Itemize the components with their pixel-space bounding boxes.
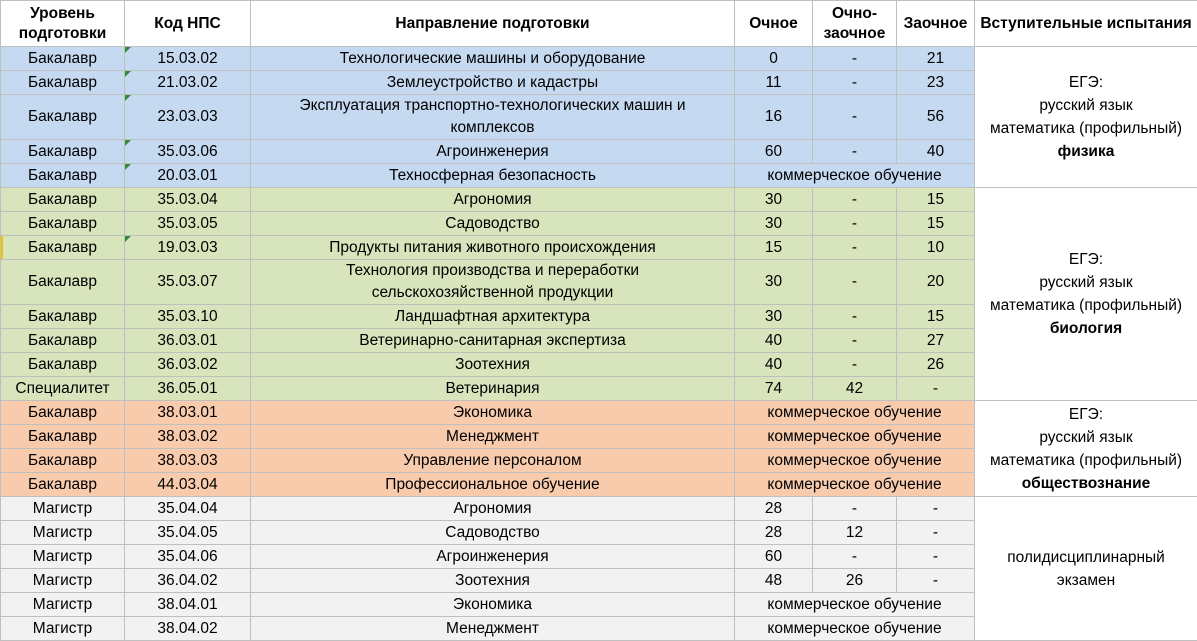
cell-parttime: 15 [897,305,975,329]
cell-direction: Менеджмент [251,617,735,641]
table-row [1,497,1197,521]
header-code: Код НПС [125,1,251,47]
cell-code: 38.03.01 [125,401,251,425]
cell-fulltime: 60 [735,140,813,164]
cell-code: 35.03.10 [125,305,251,329]
cell-mixed: - [813,212,897,236]
cell-fulltime: 11 [735,71,813,95]
cell-direction: Профессиональное обучение [251,473,735,497]
table-row [1,401,1197,425]
cell-commercial: коммерческое обучение [735,425,975,449]
cell-mixed: - [813,71,897,95]
cell-level: Бакалавр [1,236,125,260]
cell-direction: Садоводство [251,521,735,545]
cell-level: Магистр [1,593,125,617]
cell-direction: Управление персоналом [251,449,735,473]
cell-level: Бакалавр [1,188,125,212]
cell-parttime: 10 [897,236,975,260]
cell-code: 19.03.03 [125,236,251,260]
cell-parttime: - [897,569,975,593]
cell-code: 35.04.05 [125,521,251,545]
cell-mixed: - [813,329,897,353]
cell-level: Бакалавр [1,140,125,164]
cell-direction: Технология производства и переработки сельскохозяйственной продукции [251,260,735,305]
cell-code: 23.03.03 [125,95,251,140]
table-row [1,47,1197,71]
cell-code: 15.03.02 [125,47,251,71]
cell-parttime: - [897,545,975,569]
exam-group-masters: полидисциплинарный экзамен [975,497,1197,641]
cell-parttime: - [897,521,975,545]
cell-direction: Технологические машины и оборудование [251,47,735,71]
cell-level: Бакалавр [1,47,125,71]
cell-code: 38.03.03 [125,449,251,473]
cell-fulltime: 30 [735,305,813,329]
cell-level: Бакалавр [1,353,125,377]
cell-fulltime: 0 [735,47,813,71]
header-level: Уровень подготовки [1,1,125,47]
cell-code: 35.03.06 [125,140,251,164]
cell-level: Магистр [1,497,125,521]
cell-direction: Агроинженерия [251,545,735,569]
header-row [1,1,1197,47]
cell-direction: Продукты питания животного происхождения [251,236,735,260]
comment-marker [125,140,131,146]
cell-level: Бакалавр [1,449,125,473]
cell-code: 35.03.07 [125,260,251,305]
exam-group-social: ЕГЭ: русский язык математика (профильный) обществознание [975,401,1197,497]
header-exams: Вступительные испытания [975,1,1197,47]
cell-mixed: 26 [813,569,897,593]
cell-code: 38.04.02 [125,617,251,641]
cell-direction: Экономика [251,401,735,425]
cell-parttime: - [897,497,975,521]
cell-fulltime: 30 [735,212,813,236]
cell-mixed: - [813,188,897,212]
cell-direction: Зоотехния [251,353,735,377]
header-parttime: Заочное [897,1,975,47]
cell-level: Магистр [1,545,125,569]
header-fulltime: Очное [735,1,813,47]
cell-parttime: 40 [897,140,975,164]
cell-level: Бакалавр [1,71,125,95]
comment-marker [125,236,131,242]
comment-marker [125,71,131,77]
cell-code: 44.03.04 [125,473,251,497]
cell-direction: Экономика [251,593,735,617]
cell-code: 36.04.02 [125,569,251,593]
cell-mixed: - [813,305,897,329]
cell-level: Бакалавр [1,260,125,305]
cell-parttime: 26 [897,353,975,377]
header-mixed: Очно- заочное [813,1,897,47]
cell-commercial: коммерческое обучение [735,473,975,497]
cell-direction: Агрономия [251,188,735,212]
cell-fulltime: 30 [735,188,813,212]
cell-mixed: - [813,545,897,569]
cell-parttime: 27 [897,329,975,353]
header-direction: Направление подготовки [251,1,735,47]
cell-code: 36.05.01 [125,377,251,401]
cell-fulltime: 48 [735,569,813,593]
cell-code: 20.03.01 [125,164,251,188]
cell-mixed: 12 [813,521,897,545]
selection-marker [1,236,3,259]
cell-level: Бакалавр [1,425,125,449]
cell-code: 38.04.01 [125,593,251,617]
cell-direction: Агроинженерия [251,140,735,164]
cell-direction: Менеджмент [251,425,735,449]
cell-fulltime: 28 [735,497,813,521]
cell-mixed: - [813,140,897,164]
cell-code: 36.03.01 [125,329,251,353]
cell-level: Бакалавр [1,401,125,425]
cell-commercial: коммерческое обучение [735,617,975,641]
cell-mixed: 42 [813,377,897,401]
cell-fulltime: 16 [735,95,813,140]
cell-parttime: 23 [897,71,975,95]
cell-level: Бакалавр [1,164,125,188]
cell-commercial: коммерческое обучение [735,449,975,473]
cell-direction: Землеустройство и кадастры [251,71,735,95]
cell-code: 35.04.04 [125,497,251,521]
comment-marker [125,95,131,101]
cell-fulltime: 74 [735,377,813,401]
cell-parttime: 15 [897,212,975,236]
exam-group-biology: ЕГЭ: русский язык математика (профильный) биология [975,188,1197,401]
cell-code: 35.04.06 [125,545,251,569]
cell-code: 21.03.02 [125,71,251,95]
cell-direction: Агрономия [251,497,735,521]
cell-code: 35.03.05 [125,212,251,236]
cell-fulltime: 40 [735,329,813,353]
cell-fulltime: 40 [735,353,813,377]
cell-level: Бакалавр [1,95,125,140]
cell-mixed: - [813,497,897,521]
cell-level: Бакалавр [1,305,125,329]
cell-parttime: 15 [897,188,975,212]
cell-level: Магистр [1,521,125,545]
cell-direction: Ветеринарно-санитарная экспертиза [251,329,735,353]
cell-commercial: коммерческое обучение [735,593,975,617]
comment-marker [125,164,131,170]
cell-code: 35.03.04 [125,188,251,212]
cell-mixed: - [813,236,897,260]
cell-direction: Ландшафтная архитектура [251,305,735,329]
cell-code: 38.03.02 [125,425,251,449]
cell-level: Магистр [1,569,125,593]
cell-mixed: - [813,95,897,140]
cell-parttime: - [897,377,975,401]
cell-level: Бакалавр [1,212,125,236]
cell-fulltime: 15 [735,236,813,260]
cell-parttime: 21 [897,47,975,71]
cell-code: 36.03.02 [125,353,251,377]
exam-group-physics: ЕГЭ: русский язык математика (профильный) физика [975,47,1197,188]
comment-marker [125,47,131,53]
cell-parttime: 20 [897,260,975,305]
cell-commercial: коммерческое обучение [735,401,975,425]
cell-level: Специалитет [1,377,125,401]
cell-parttime: 56 [897,95,975,140]
cell-direction: Садоводство [251,212,735,236]
cell-mixed: - [813,47,897,71]
cell-fulltime: 30 [735,260,813,305]
cell-fulltime: 28 [735,521,813,545]
cell-level: Бакалавр [1,473,125,497]
cell-direction: Техносферная безопасность [251,164,735,188]
table-row [1,188,1197,212]
cell-direction: Ветеринария [251,377,735,401]
cell-mixed: - [813,260,897,305]
cell-commercial: коммерческое обучение [735,164,975,188]
cell-fulltime: 60 [735,545,813,569]
cell-direction: Зоотехния [251,569,735,593]
cell-level: Магистр [1,617,125,641]
cell-mixed: - [813,353,897,377]
cell-direction: Эксплуатация транспортно-технологических машин и комплексов [251,95,735,140]
cell-level: Бакалавр [1,329,125,353]
